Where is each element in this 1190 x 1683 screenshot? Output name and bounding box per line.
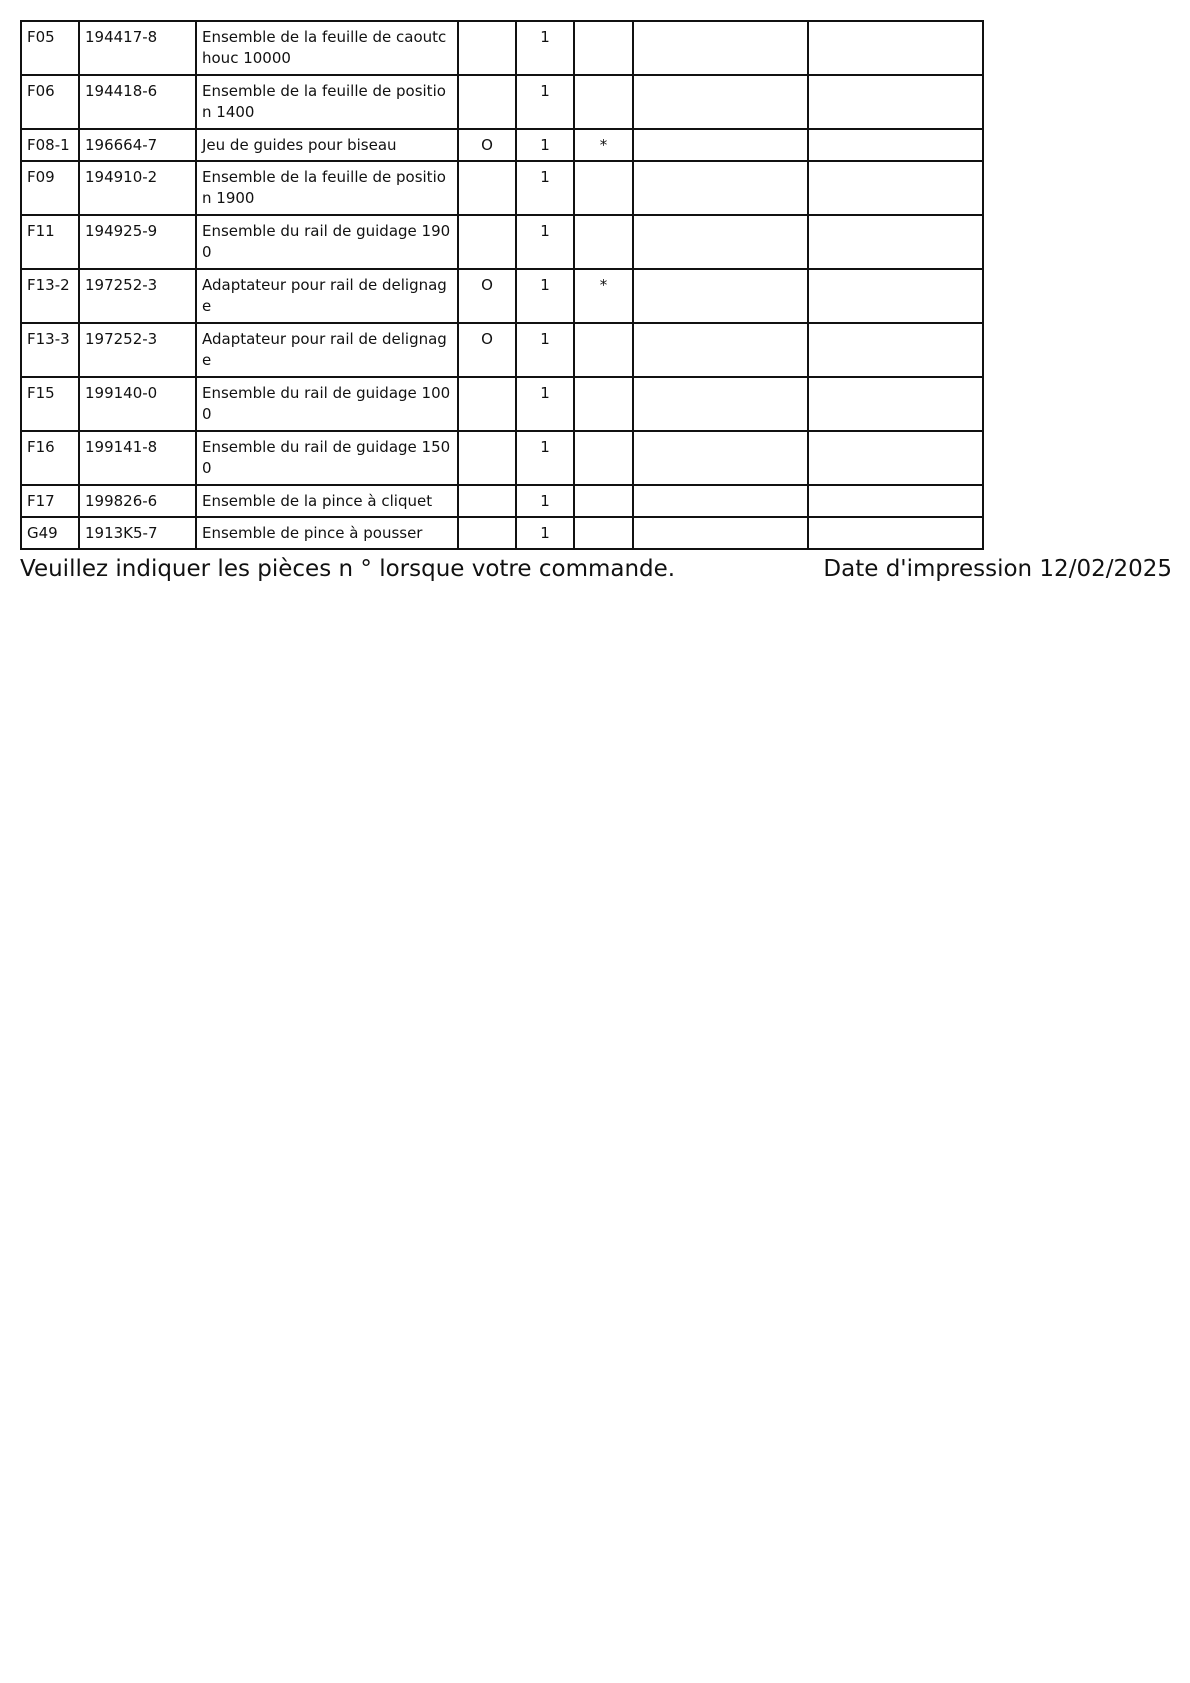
ref-cell: F15 <box>21 377 79 431</box>
description-cell: Ensemble de pince à pousser <box>196 517 458 549</box>
description-cell: Jeu de guides pour biseau <box>196 129 458 161</box>
empty-cell <box>633 517 808 549</box>
empty-cell <box>633 485 808 517</box>
quantity-cell: 1 <box>516 215 574 269</box>
empty-cell <box>808 75 983 129</box>
option-cell <box>458 431 516 485</box>
quantity-cell: 1 <box>516 377 574 431</box>
option-cell <box>458 377 516 431</box>
part-number-cell: 197252-3 <box>79 323 196 377</box>
mark-cell <box>574 485 633 517</box>
option-cell <box>458 215 516 269</box>
description-cell: Ensemble du rail de guidage 1900 <box>196 215 458 269</box>
empty-cell <box>633 215 808 269</box>
description-cell: Adaptateur pour rail de delignage <box>196 269 458 323</box>
empty-cell <box>633 21 808 75</box>
part-number-cell: 194418-6 <box>79 75 196 129</box>
mark-cell <box>574 517 633 549</box>
quantity-cell: 1 <box>516 517 574 549</box>
part-number-cell: 199826-6 <box>79 485 196 517</box>
empty-cell <box>808 215 983 269</box>
option-cell <box>458 517 516 549</box>
mark-cell <box>574 21 633 75</box>
empty-cell <box>633 161 808 215</box>
option-cell <box>458 21 516 75</box>
empty-cell <box>808 517 983 549</box>
part-number-cell: 194417-8 <box>79 21 196 75</box>
description-cell: Ensemble de la pince à cliquet <box>196 485 458 517</box>
description-cell: Ensemble du rail de guidage 1000 <box>196 377 458 431</box>
empty-cell <box>633 431 808 485</box>
empty-cell <box>808 129 983 161</box>
table-row <box>21 517 983 549</box>
option-cell <box>458 75 516 129</box>
parts-table <box>20 20 984 550</box>
option-cell: O <box>458 129 516 161</box>
empty-cell <box>633 377 808 431</box>
description-cell: Ensemble de la feuille de caoutchouc 10000 <box>196 21 458 75</box>
table-row <box>21 161 983 215</box>
table-row <box>21 215 983 269</box>
ref-cell: F08-1 <box>21 129 79 161</box>
mark-cell <box>574 161 633 215</box>
empty-cell <box>808 269 983 323</box>
part-number-cell: 199141-8 <box>79 431 196 485</box>
empty-cell <box>808 323 983 377</box>
ref-cell: F13-3 <box>21 323 79 377</box>
mark-cell <box>574 323 633 377</box>
mark-cell: * <box>574 269 633 323</box>
empty-cell <box>808 431 983 485</box>
table-row <box>21 431 983 485</box>
quantity-cell: 1 <box>516 323 574 377</box>
print-date: Date d'impression 12/02/2025 <box>823 556 1172 582</box>
option-cell <box>458 161 516 215</box>
empty-cell <box>808 377 983 431</box>
table-row <box>21 485 983 517</box>
mark-cell <box>574 377 633 431</box>
mark-cell <box>574 431 633 485</box>
mark-cell: * <box>574 129 633 161</box>
description-cell: Ensemble de la feuille de position 1400 <box>196 75 458 129</box>
empty-cell <box>808 485 983 517</box>
empty-cell <box>633 75 808 129</box>
ref-cell: F11 <box>21 215 79 269</box>
part-number-cell: 194925-9 <box>79 215 196 269</box>
mark-cell <box>574 215 633 269</box>
quantity-cell: 1 <box>516 161 574 215</box>
part-number-cell: 196664-7 <box>79 129 196 161</box>
ref-cell: F16 <box>21 431 79 485</box>
description-cell: Ensemble du rail de guidage 1500 <box>196 431 458 485</box>
quantity-cell: 1 <box>516 269 574 323</box>
table-row <box>21 269 983 323</box>
quantity-cell: 1 <box>516 485 574 517</box>
part-number-cell: 194910-2 <box>79 161 196 215</box>
table-row <box>21 21 983 75</box>
description-cell: Ensemble de la feuille de position 1900 <box>196 161 458 215</box>
ref-cell: F17 <box>21 485 79 517</box>
empty-cell <box>633 269 808 323</box>
quantity-cell: 1 <box>516 129 574 161</box>
table-row <box>21 129 983 161</box>
part-number-cell: 197252-3 <box>79 269 196 323</box>
option-cell: O <box>458 269 516 323</box>
ref-cell: F05 <box>21 21 79 75</box>
ref-cell: G49 <box>21 517 79 549</box>
mark-cell <box>574 75 633 129</box>
quantity-cell: 1 <box>516 431 574 485</box>
table-row <box>21 377 983 431</box>
option-cell: O <box>458 323 516 377</box>
ref-cell: F06 <box>21 75 79 129</box>
empty-cell <box>633 323 808 377</box>
empty-cell <box>808 21 983 75</box>
table-row <box>21 75 983 129</box>
order-note: Veuillez indiquer les pièces n ° lorsque votre commande. <box>20 556 676 582</box>
description-cell: Adaptateur pour rail de delignage <box>196 323 458 377</box>
table-row <box>21 323 983 377</box>
quantity-cell: 1 <box>516 21 574 75</box>
part-number-cell: 199140-0 <box>79 377 196 431</box>
part-number-cell: 1913K5-7 <box>79 517 196 549</box>
ref-cell: F13-2 <box>21 269 79 323</box>
quantity-cell: 1 <box>516 75 574 129</box>
empty-cell <box>633 129 808 161</box>
ref-cell: F09 <box>21 161 79 215</box>
option-cell <box>458 485 516 517</box>
empty-cell <box>808 161 983 215</box>
